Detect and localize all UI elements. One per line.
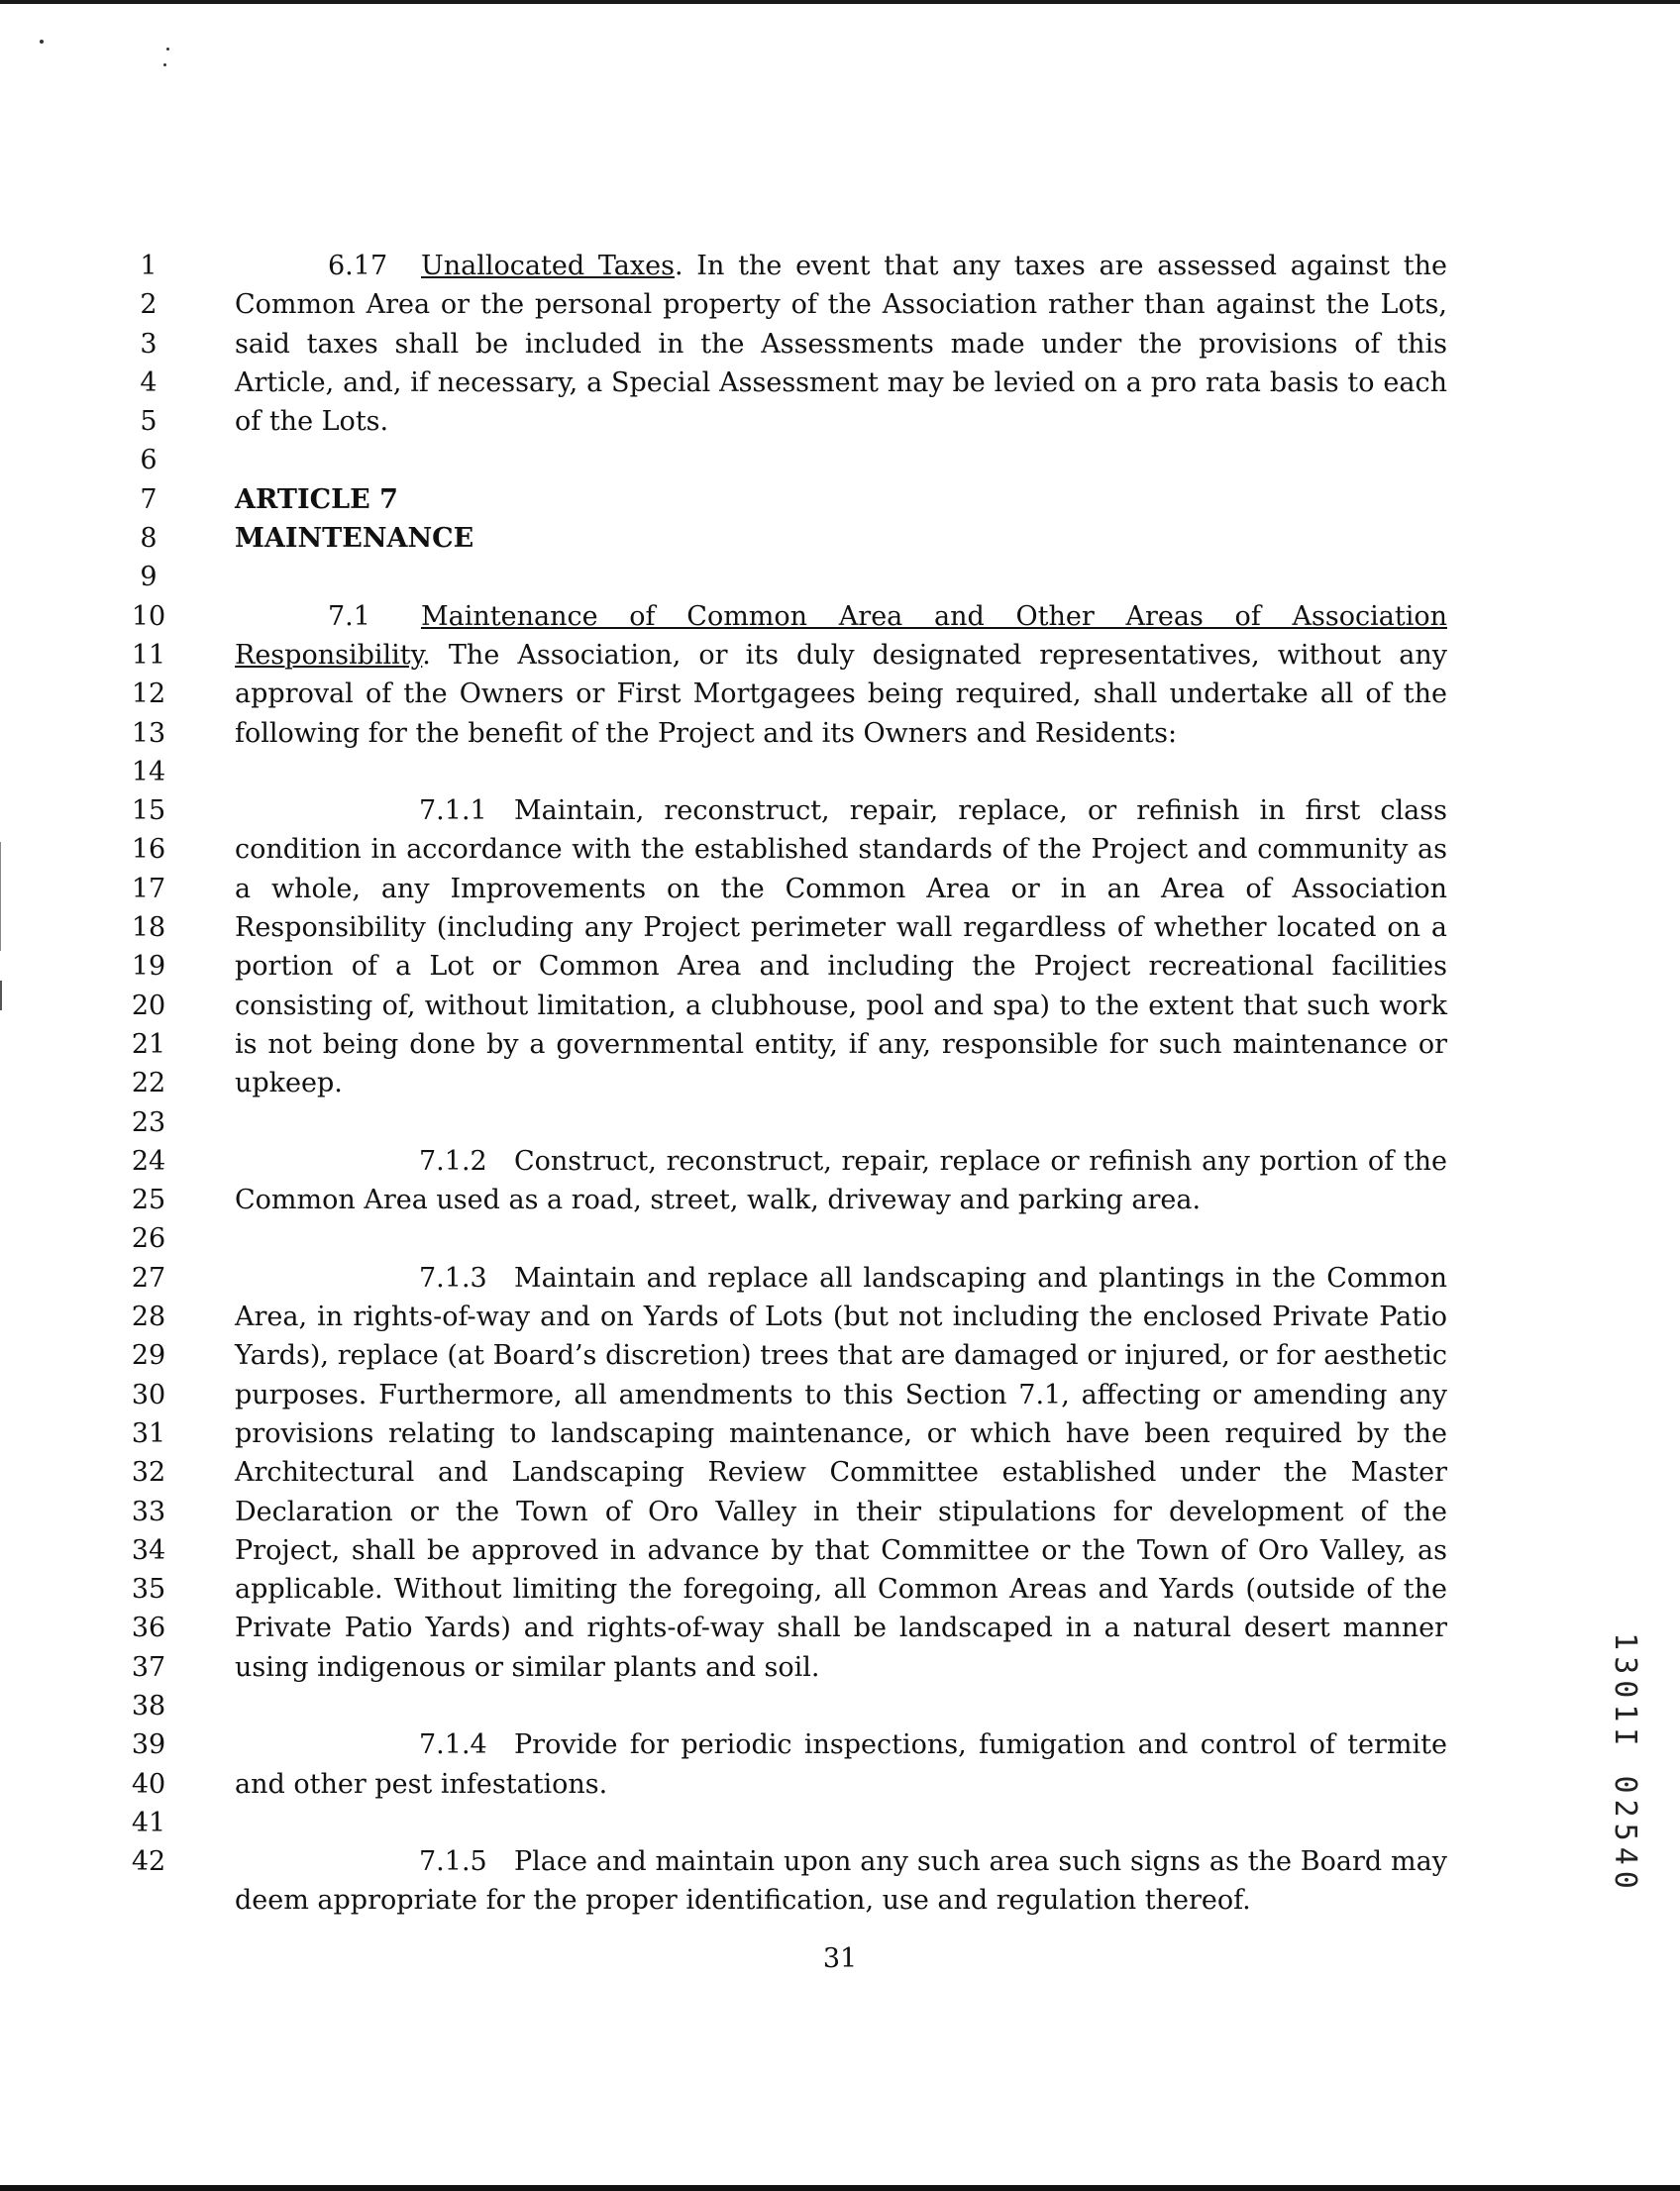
subsection-7-1-2 [235, 1142, 1447, 1220]
scan-top-edge [0, 0, 1680, 4]
scan-margin-mark [0, 842, 1, 951]
line-number: 23 [131, 1106, 166, 1138]
subsection-body: Place and maintain upon any such area such signs as the Board may deem appropriate for the proper identification, use and regulation thereof. [235, 1846, 1447, 1917]
line-number: 30 [131, 1379, 166, 1410]
line-number: 16 [131, 834, 166, 866]
line-number: 28 [131, 1302, 166, 1333]
blank-line [235, 441, 1447, 479]
line-number: 40 [131, 1768, 166, 1800]
line-number: 3 [140, 328, 158, 360]
scan-speck [40, 40, 44, 44]
subsection-7-1-1 [235, 791, 1447, 1102]
line-number: 20 [131, 990, 166, 1021]
subsection-number: 7.1.4 [419, 1729, 487, 1761]
article-title: MAINTENANCE [235, 523, 474, 555]
line-number: 8 [140, 523, 158, 555]
line-number: 13 [131, 717, 166, 749]
line-number: 1 [140, 251, 158, 281]
subsection-number: 7.1.5 [419, 1846, 487, 1878]
line-number: 39 [131, 1729, 166, 1761]
line-number: 19 [131, 951, 166, 983]
subsection-body: Maintain and replace all landscaping and plantings in the Common Area, in rights-of-way and on Yards of Lots (but not including the enclosed Private Patio Yards), replace (at Board’s discretion) trees that are damaged or injured, or for aesthetic purposes. Furthermore, all amendments to this Section 7.1, affecting or amending any provisions relating to landscaping maintenance, or which have been required by the Architectural and Landscaping Review Committee established under the Master Declaration or the Town of Oro Valley in their stipulations for development of the Project, shall be approved in advance by that Committee or the Town of Oro Valley, as applicable. Without limiting the foregoing, all Common Areas and Yards (outside of the Private Patio Yards) and rights-of-way shall be landscaped in a natural desert manner using indigenous or similar plants and soil. [235, 1262, 1447, 1683]
subsection-body: Provide for periodic inspections, fumigation and control of termite and other pest infestations. [235, 1729, 1447, 1800]
line-number: 6 [140, 445, 158, 476]
section-title: Unallocated Taxes [421, 251, 675, 281]
line-number: 38 [131, 1690, 166, 1722]
line-number: 37 [131, 1651, 166, 1683]
subsection-7-1-3 [235, 1259, 1447, 1687]
document-body [235, 247, 1447, 1921]
line-number: 41 [131, 1807, 166, 1838]
line-number: 33 [131, 1496, 166, 1527]
line-number: 27 [131, 1262, 166, 1294]
line-number: 12 [131, 678, 166, 710]
scan-speck [166, 48, 169, 51]
subsection-number: 7.1.2 [419, 1145, 487, 1177]
line-number: 9 [140, 562, 158, 593]
section-body: . The Association, or its duly designated representatives, without any approval of the Owners or First Mortgagees being required, shall undertake all of the following for the benefit of the Project and its Owners and Residents: [235, 639, 1447, 749]
subsection-7-1-5 [235, 1842, 1447, 1921]
subsection-number: 7.1.3 [419, 1262, 487, 1294]
blank-line [235, 753, 1447, 791]
article-number: ARTICLE 7 [235, 483, 398, 515]
line-number: 15 [131, 795, 166, 827]
line-number: 26 [131, 1223, 166, 1255]
line-number-column [119, 247, 178, 1881]
line-number: 42 [131, 1846, 166, 1878]
line-number: 24 [131, 1145, 166, 1177]
line-number: 11 [131, 639, 166, 671]
section-7-1 [235, 597, 1447, 753]
page-number: 31 [822, 1943, 858, 1974]
subsection-body: Maintain, reconstruct, repair, replace, or refinish in first class condition in accordance with the established standards of the Project and community as a whole, any Improvements on the Common Area or in an Area of Association Responsibility (including any Project perimeter wall regardless of whether located on a portion of a Lot or Common Area and including the Project recreational facilities consisting of, without limitation, a clubhouse, pool and spa) to the extent that such work is not being done by a governmental entity, if any, responsible for such maintenance or upkeep. [235, 795, 1447, 1099]
line-number: 5 [140, 406, 158, 438]
line-number: 29 [131, 1340, 166, 1372]
line-number: 36 [131, 1613, 166, 1644]
subsection-number: 7.1.1 [419, 795, 487, 827]
recording-stamp [1605, 1595, 1644, 1931]
section-title: Maintenance of Common Area and Other Areas of Association Responsibility [235, 600, 1447, 671]
line-number: 25 [131, 1185, 166, 1216]
section-number: 7.1 [328, 600, 370, 632]
recording-stamp-text: 1301I 02540 [1607, 1631, 1642, 1895]
line-number: 22 [131, 1068, 166, 1099]
section-body: . In the event that any taxes are assessed against the Common Area or the personal property of the Association rather than against the Lots, said taxes shall be included in the Assessments made under the provisions of this Article, and, if necessary, a Special Assessment may be levied on a pro rata basis to each of the Lots. [235, 251, 1447, 438]
blank-line [235, 1219, 1447, 1258]
scan-bottom-edge [0, 2185, 1680, 2191]
blank-line [235, 558, 1447, 596]
line-number: 21 [131, 1028, 166, 1060]
line-number: 4 [140, 366, 158, 398]
line-number: 17 [131, 873, 166, 904]
line-number: 34 [131, 1534, 166, 1566]
line-number: 35 [131, 1574, 166, 1606]
blank-line [235, 1687, 1447, 1725]
line-number: 32 [131, 1457, 166, 1489]
line-number: 31 [131, 1417, 166, 1449]
line-number: 7 [140, 483, 158, 515]
line-number: 10 [131, 600, 166, 632]
scan-speck [163, 63, 166, 66]
blank-line [235, 1804, 1447, 1842]
blank-line [235, 1103, 1447, 1142]
line-number: 14 [131, 756, 166, 787]
subsection-7-1-4 [235, 1725, 1447, 1804]
scan-margin-mark [0, 981, 2, 1010]
section-6-17 [235, 247, 1447, 441]
subsection-body: Construct, reconstruct, repair, replace or refinish any portion of the Common Area used as a road, street, walk, driveway and parking area. [235, 1145, 1447, 1216]
line-number: 18 [131, 912, 166, 944]
line-number: 2 [140, 289, 158, 321]
section-number: 6.17 [328, 251, 388, 281]
